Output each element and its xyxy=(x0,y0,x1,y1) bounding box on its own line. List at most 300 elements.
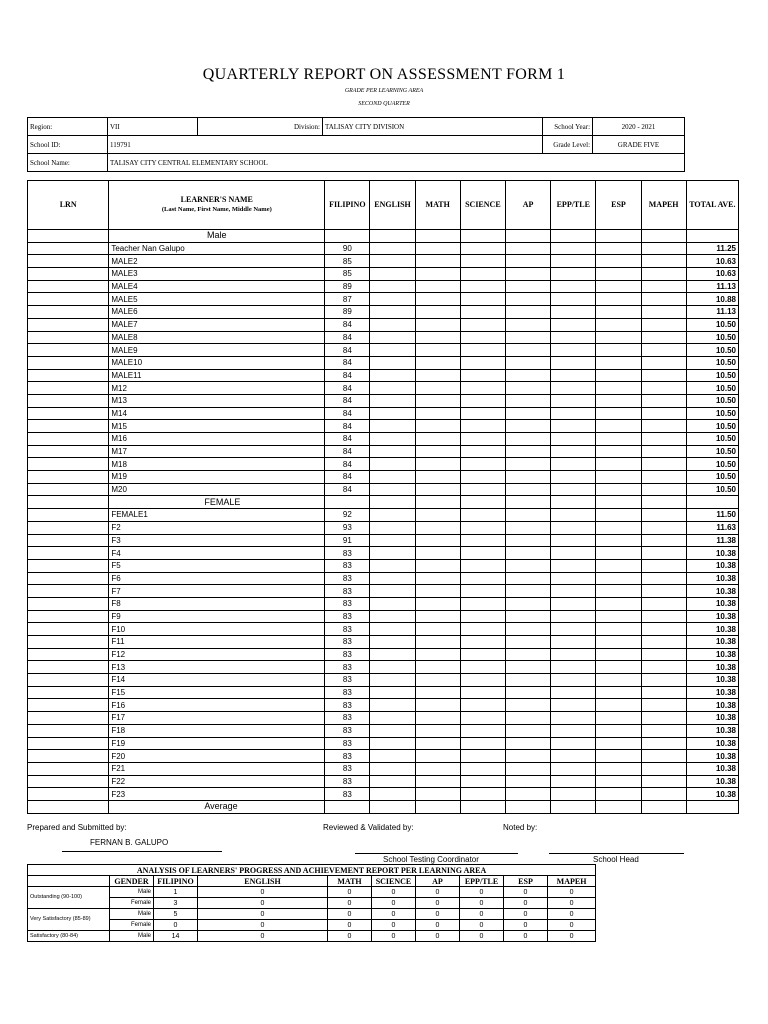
grade-cell xyxy=(460,775,505,788)
student-name: M12 xyxy=(109,382,325,395)
grade-cell xyxy=(460,255,505,268)
grade-cell xyxy=(460,509,505,522)
grade-cell xyxy=(415,318,460,331)
ap-header: AP xyxy=(505,181,550,230)
total-ave: 10.50 xyxy=(686,420,738,433)
grades-header-row xyxy=(28,181,739,230)
filipino-grade: 83 xyxy=(325,674,370,687)
grade-cell xyxy=(370,433,415,446)
grade-cell xyxy=(415,394,460,407)
grade-cell xyxy=(505,496,550,509)
grade-cell xyxy=(641,597,686,610)
count-cell: 0 xyxy=(198,898,328,909)
student-name: F20 xyxy=(109,750,325,763)
grade-cell xyxy=(415,407,460,420)
grade-cell xyxy=(596,420,641,433)
grade-cell xyxy=(596,445,641,458)
grade-cell xyxy=(596,483,641,496)
student-row xyxy=(28,331,739,344)
analysis-header-filipino: FILIPINO xyxy=(154,876,198,887)
lrn-cell xyxy=(28,788,109,801)
count-cell: 0 xyxy=(548,920,596,931)
total-ave: 10.50 xyxy=(686,318,738,331)
lrn-cell xyxy=(28,280,109,293)
grade-cell xyxy=(460,280,505,293)
grade-cell xyxy=(551,356,596,369)
grade-cell xyxy=(551,636,596,649)
prepared-signature-line xyxy=(62,851,222,852)
grade-cell xyxy=(596,496,641,509)
student-name: F2 xyxy=(109,521,325,534)
student-name: MALE10 xyxy=(109,356,325,369)
grade-cell xyxy=(596,636,641,649)
grade-cell xyxy=(505,534,550,547)
grade-cell xyxy=(641,394,686,407)
grade-cell xyxy=(460,661,505,674)
lrn-cell xyxy=(28,458,109,471)
grade-cell xyxy=(596,559,641,572)
student-row xyxy=(28,572,739,585)
student-name: F18 xyxy=(109,724,325,737)
grade-cell xyxy=(370,420,415,433)
student-row xyxy=(28,394,739,407)
filipino-grade: 83 xyxy=(325,597,370,610)
grade-cell xyxy=(415,280,460,293)
grade-level-value: GRADE FIVE xyxy=(593,136,685,154)
grade-cell xyxy=(505,788,550,801)
student-row xyxy=(28,407,739,420)
count-cell: 0 xyxy=(504,931,548,942)
count-cell: 0 xyxy=(548,898,596,909)
grade-cell xyxy=(551,585,596,598)
filipino-grade: 84 xyxy=(325,483,370,496)
analysis-header-esp: ESP xyxy=(504,876,548,887)
grade-cell xyxy=(505,268,550,281)
grade-cell xyxy=(505,800,550,813)
filipino-grade: 90 xyxy=(325,242,370,255)
grade-cell xyxy=(325,230,370,243)
grade-cell xyxy=(596,762,641,775)
grade-cell xyxy=(596,547,641,560)
analysis-row xyxy=(28,931,596,942)
grade-cell xyxy=(641,255,686,268)
lrn-cell xyxy=(28,623,109,636)
grade-cell xyxy=(415,433,460,446)
grade-cell xyxy=(415,686,460,699)
student-name: MALE9 xyxy=(109,344,325,357)
count-cell: 0 xyxy=(548,887,596,898)
grade-cell xyxy=(370,268,415,281)
student-name: F22 xyxy=(109,775,325,788)
filipino-grade: 83 xyxy=(325,775,370,788)
total-ave: 10.50 xyxy=(686,407,738,420)
grade-cell xyxy=(415,344,460,357)
average-label-row xyxy=(28,800,739,813)
grade-cell xyxy=(596,331,641,344)
grade-cell xyxy=(641,318,686,331)
grade-cell xyxy=(641,420,686,433)
grade-cell xyxy=(460,762,505,775)
grade-cell xyxy=(415,648,460,661)
total-ave: 10.38 xyxy=(686,750,738,763)
count-cell: 0 xyxy=(416,887,460,898)
grade-cell xyxy=(641,737,686,750)
region-label: Region: xyxy=(28,118,108,136)
count-cell: 0 xyxy=(460,909,504,920)
filipino-grade: 84 xyxy=(325,458,370,471)
grade-cell xyxy=(596,572,641,585)
grade-cell xyxy=(370,636,415,649)
grade-cell xyxy=(641,585,686,598)
grade-cell xyxy=(551,762,596,775)
grade-cell xyxy=(460,597,505,610)
student-row xyxy=(28,788,739,801)
lrn-cell xyxy=(28,356,109,369)
filipino-grade: 84 xyxy=(325,445,370,458)
math-header: MATH xyxy=(415,181,460,230)
grade-cell xyxy=(370,712,415,725)
total-ave: 11.25 xyxy=(686,242,738,255)
grade-cell xyxy=(505,509,550,522)
filipino-grade: 83 xyxy=(325,547,370,560)
rating-label: Very Satisfactory (85-89) xyxy=(28,909,110,931)
prepared-label: Prepared and Submitted by: xyxy=(27,823,127,832)
grade-cell xyxy=(641,242,686,255)
grade-cell xyxy=(596,585,641,598)
grade-cell xyxy=(460,356,505,369)
grade-cell xyxy=(415,699,460,712)
grade-cell xyxy=(551,496,596,509)
total-ave: 10.38 xyxy=(686,674,738,687)
student-name: M20 xyxy=(109,483,325,496)
count-cell: 0 xyxy=(504,909,548,920)
grade-cell xyxy=(415,800,460,813)
count-cell: 5 xyxy=(154,909,198,920)
count-cell: 0 xyxy=(198,920,328,931)
grade-cell xyxy=(460,394,505,407)
grade-cell xyxy=(596,471,641,484)
count-cell: 0 xyxy=(548,931,596,942)
grade-cell xyxy=(551,306,596,319)
lrn-cell xyxy=(28,445,109,458)
student-row xyxy=(28,686,739,699)
grade-cell xyxy=(415,483,460,496)
grade-cell xyxy=(641,750,686,763)
grade-cell xyxy=(596,356,641,369)
filipino-grade: 83 xyxy=(325,724,370,737)
student-row xyxy=(28,661,739,674)
filipino-grade: 83 xyxy=(325,648,370,661)
total-ave: 11.13 xyxy=(686,280,738,293)
lrn-cell xyxy=(28,775,109,788)
lrn-cell xyxy=(28,268,109,281)
total-ave: 10.38 xyxy=(686,775,738,788)
grade-cell xyxy=(370,559,415,572)
lrn-cell xyxy=(28,318,109,331)
grade-cell xyxy=(460,458,505,471)
grade-cell xyxy=(460,318,505,331)
student-row xyxy=(28,674,739,687)
noted-label: Noted by: xyxy=(503,823,538,832)
analysis-row xyxy=(28,898,596,909)
lrn-cell xyxy=(28,344,109,357)
total-ave: 10.38 xyxy=(686,661,738,674)
grade-cell xyxy=(415,674,460,687)
count-cell: 0 xyxy=(460,898,504,909)
lrn-cell xyxy=(28,255,109,268)
grade-cell xyxy=(415,255,460,268)
lrn-cell xyxy=(28,559,109,572)
student-name: F17 xyxy=(109,712,325,725)
english-header: ENGLISH xyxy=(370,181,415,230)
student-row xyxy=(28,268,739,281)
grade-cell xyxy=(505,471,550,484)
grade-cell xyxy=(641,636,686,649)
grade-cell xyxy=(370,750,415,763)
grade-cell xyxy=(641,724,686,737)
lrn-cell xyxy=(28,712,109,725)
student-name: F11 xyxy=(109,636,325,649)
student-name: MALE6 xyxy=(109,306,325,319)
student-name: F16 xyxy=(109,699,325,712)
count-cell: 0 xyxy=(198,887,328,898)
grade-cell xyxy=(596,242,641,255)
grade-cell xyxy=(551,547,596,560)
grade-cell xyxy=(505,331,550,344)
lrn-cell xyxy=(28,420,109,433)
grade-cell xyxy=(551,509,596,522)
grade-cell xyxy=(505,293,550,306)
grade-cell xyxy=(551,610,596,623)
grade-cell xyxy=(596,750,641,763)
gender-cell: Male xyxy=(110,909,154,920)
grade-cell xyxy=(505,585,550,598)
grade-cell xyxy=(505,483,550,496)
student-row xyxy=(28,445,739,458)
report-title: QUARTERLY REPORT ON ASSESSMENT FORM 1 xyxy=(202,66,566,83)
grade-cell xyxy=(370,318,415,331)
grade-cell xyxy=(460,433,505,446)
student-row xyxy=(28,255,739,268)
count-cell: 0 xyxy=(372,920,416,931)
grade-cell xyxy=(551,420,596,433)
grade-cell xyxy=(460,699,505,712)
total-ave: 10.63 xyxy=(686,255,738,268)
gender-cell: Male xyxy=(110,931,154,942)
lrn-cell xyxy=(28,496,109,509)
grade-cell xyxy=(596,534,641,547)
count-cell: 1 xyxy=(154,887,198,898)
grade-cell xyxy=(505,610,550,623)
grade-cell xyxy=(505,559,550,572)
grade-cell xyxy=(596,775,641,788)
grade-cell xyxy=(460,585,505,598)
grade-cell xyxy=(460,496,505,509)
lrn-cell xyxy=(28,572,109,585)
filipino-grade: 84 xyxy=(325,471,370,484)
grade-cell xyxy=(415,471,460,484)
grade-cell xyxy=(415,230,460,243)
grade-cell xyxy=(415,382,460,395)
total-ave: 10.38 xyxy=(686,724,738,737)
grade-cell xyxy=(370,521,415,534)
grade-cell xyxy=(505,242,550,255)
reviewed-role: School Testing Coordinator xyxy=(383,855,479,864)
grade-cell xyxy=(415,242,460,255)
school-year-label: School Year: xyxy=(543,118,593,136)
grade-cell xyxy=(370,597,415,610)
lrn-cell xyxy=(28,394,109,407)
grade-cell xyxy=(596,306,641,319)
student-row xyxy=(28,420,739,433)
noted-role: School Head xyxy=(593,855,639,864)
gender-cell: Male xyxy=(110,887,154,898)
gender-cell: Female xyxy=(110,898,154,909)
grade-cell xyxy=(641,356,686,369)
grade-cell xyxy=(460,750,505,763)
grade-cell xyxy=(460,623,505,636)
student-name: MALE2 xyxy=(109,255,325,268)
analysis-header-gender: GENDER xyxy=(110,876,154,887)
student-name: F8 xyxy=(109,597,325,610)
grades-body xyxy=(28,230,739,814)
grade-cell xyxy=(641,344,686,357)
grade-cell xyxy=(641,407,686,420)
grade-cell xyxy=(460,521,505,534)
filipino-grade: 84 xyxy=(325,382,370,395)
grades-table xyxy=(27,180,739,814)
grade-cell xyxy=(596,268,641,281)
total-ave: 10.38 xyxy=(686,648,738,661)
total-ave: 10.50 xyxy=(686,458,738,471)
grade-cell xyxy=(460,800,505,813)
student-row xyxy=(28,382,739,395)
grade-cell xyxy=(370,610,415,623)
student-row xyxy=(28,458,739,471)
grade-cell xyxy=(551,724,596,737)
grade-cell xyxy=(325,800,370,813)
grade-cell xyxy=(596,674,641,687)
grade-cell xyxy=(415,521,460,534)
grade-cell xyxy=(370,306,415,319)
grade-cell xyxy=(370,293,415,306)
grade-cell xyxy=(505,762,550,775)
total-ave: 11.38 xyxy=(686,534,738,547)
grade-cell xyxy=(641,521,686,534)
grade-cell xyxy=(415,775,460,788)
lrn-cell xyxy=(28,242,109,255)
filipino-grade: 83 xyxy=(325,661,370,674)
grade-cell xyxy=(460,610,505,623)
grade-cell xyxy=(505,572,550,585)
filipino-grade: 83 xyxy=(325,572,370,585)
learner-name-header xyxy=(109,181,325,230)
filipino-grade: 83 xyxy=(325,623,370,636)
lrn-cell xyxy=(28,547,109,560)
male-section-label-row xyxy=(28,230,739,243)
grade-cell xyxy=(641,230,686,243)
grade-cell xyxy=(460,268,505,281)
total-ave: 10.38 xyxy=(686,559,738,572)
student-name: F14 xyxy=(109,674,325,687)
grade-cell xyxy=(551,521,596,534)
count-cell: 0 xyxy=(460,931,504,942)
grade-cell xyxy=(415,458,460,471)
grade-cell xyxy=(641,496,686,509)
student-row xyxy=(28,280,739,293)
student-row xyxy=(28,509,739,522)
grade-cell xyxy=(370,483,415,496)
student-row xyxy=(28,585,739,598)
count-cell: 0 xyxy=(416,920,460,931)
grade-cell xyxy=(415,762,460,775)
gender-cell: Female xyxy=(110,920,154,931)
total-ave: 10.50 xyxy=(686,394,738,407)
grade-cell xyxy=(415,356,460,369)
grade-cell xyxy=(460,471,505,484)
filipino-grade: 84 xyxy=(325,318,370,331)
lrn-cell xyxy=(28,800,109,813)
grade-cell xyxy=(505,318,550,331)
grade-cell xyxy=(641,623,686,636)
student-row xyxy=(28,724,739,737)
grade-cell xyxy=(505,420,550,433)
analysis-header-mapeh: MAPEH xyxy=(548,876,596,887)
total-ave: 10.50 xyxy=(686,382,738,395)
student-name: MALE7 xyxy=(109,318,325,331)
grade-cell xyxy=(641,293,686,306)
grade-cell xyxy=(370,623,415,636)
lrn-cell xyxy=(28,306,109,319)
student-name: Teacher Nan Galupo xyxy=(109,242,325,255)
grade-cell xyxy=(551,686,596,699)
grade-cell xyxy=(641,331,686,344)
grade-cell xyxy=(551,382,596,395)
grade-cell xyxy=(551,597,596,610)
lrn-cell xyxy=(28,762,109,775)
count-cell: 0 xyxy=(504,898,548,909)
grade-cell xyxy=(460,407,505,420)
total-ave: 10.50 xyxy=(686,344,738,357)
grade-cell xyxy=(460,331,505,344)
total-ave: 10.50 xyxy=(686,433,738,446)
division-value: TALISAY CITY DIVISION xyxy=(323,118,543,136)
grade-cell xyxy=(370,800,415,813)
filipino-grade: 89 xyxy=(325,306,370,319)
student-row xyxy=(28,559,739,572)
analysis-header-english: ENGLISH xyxy=(198,876,328,887)
grade-cell xyxy=(551,775,596,788)
student-name: M14 xyxy=(109,407,325,420)
grade-cell xyxy=(505,724,550,737)
student-row xyxy=(28,775,739,788)
grade-cell xyxy=(505,255,550,268)
student-row xyxy=(28,750,739,763)
filipino-grade: 84 xyxy=(325,344,370,357)
grade-cell xyxy=(641,280,686,293)
count-cell: 0 xyxy=(372,909,416,920)
student-row xyxy=(28,433,739,446)
grade-cell xyxy=(370,496,415,509)
grade-cell xyxy=(551,407,596,420)
total-ave: 10.38 xyxy=(686,572,738,585)
grade-cell xyxy=(551,369,596,382)
lrn-cell xyxy=(28,521,109,534)
grade-cell xyxy=(460,686,505,699)
analysis-header-epptle: EPP/TLE xyxy=(460,876,504,887)
grade-cell xyxy=(686,230,738,243)
grade-cell xyxy=(551,750,596,763)
